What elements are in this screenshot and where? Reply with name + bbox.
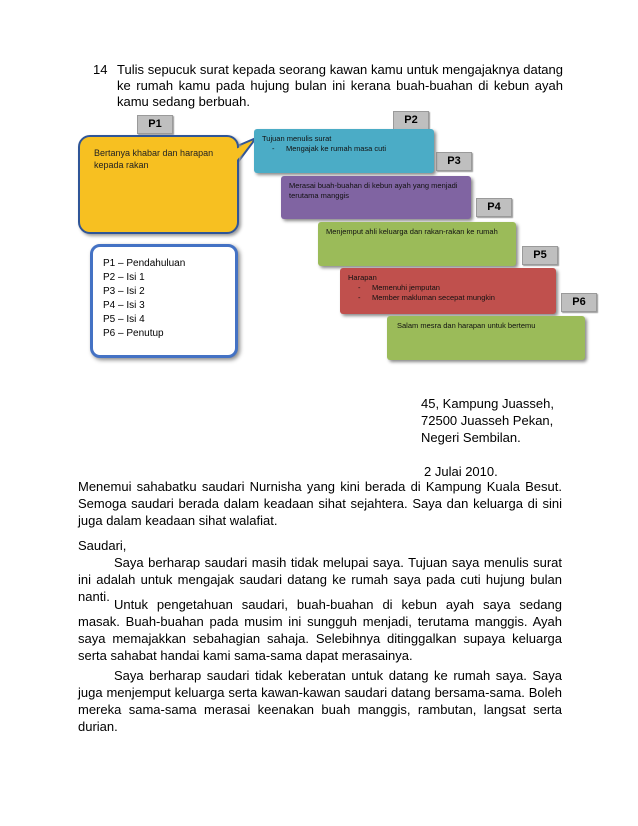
legend-item-p4: P4 – Isi 3 (103, 300, 145, 311)
legend-item-p5: P5 – Isi 4 (103, 314, 145, 325)
step-p5-item-2: Member makluman secepat mungkin (372, 293, 495, 302)
step-p4 (318, 222, 516, 266)
step-p3 (281, 176, 471, 219)
salutation: Saudari, (78, 538, 127, 553)
legend-item-p2: P2 – Isi 1 (103, 272, 145, 283)
step-p2 (254, 129, 434, 173)
callout-text: Bertanya khabar dan harapan kepada rakan (94, 148, 214, 170)
legend-box (90, 244, 238, 358)
step-p5-title: Harapan (348, 273, 377, 282)
tag-p3: P3 (436, 152, 472, 171)
legend-item-p1: P1 – Pendahuluan (103, 258, 186, 269)
step-p4-title: Menjemput ahli keluarga dan rakan-rakan ke rumah (326, 227, 498, 236)
body-paragraph-1: Saya berharap saudari masih tidak melupai saya. Tujuan saya menulis surat ini adalah untuk mengajak saudari datang ke rumah saya pada cuti hujung bulan nanti. (78, 555, 562, 604)
question-number: 14 (93, 62, 108, 77)
step-p2-item-1-bullet: - (272, 144, 275, 153)
address-line-2: 72500 Juasseh Pekan, (421, 413, 554, 428)
step-p5-item-1-bullet: - (358, 283, 361, 292)
tag-p1: P1 (137, 115, 173, 134)
body-paragraph-2: Untuk pengetahuan saudari, buah-buahan di kebun ayah saya sedang masak. Buah-buahan pada musim ini sungguh menjadi, terutama manggis. Ayah saya memajakkan sebahagian sahaja. Selebihnya ditinggalkan supaya keluarga serta sahabat handai kami sama-sama dapat merasainya. (78, 597, 562, 663)
step-p5-item-2-bullet: - (358, 293, 361, 302)
legend-item-p6: P6 – Penutup (103, 328, 164, 339)
step-p5-item-1: Memenuhi jemputan (372, 283, 440, 292)
tag-p6: P6 (561, 293, 597, 312)
sender-address (421, 395, 554, 480)
question-text: Tulis sepucuk surat kepada seorang kawan kamu untuk mengajaknya datang ke rumah kamu pada hujung bulan ini kerana buah-buahan di kebun ayah kamu sedang berbuah. (117, 62, 563, 109)
recipient-paragraph: Menemui sahabatku saudari Nurnisha yang kini berada di Kampung Kuala Besut. Semoga saudari berada dalam keadaan sihat sejahtera. Saya dan keluarga di sini juga dalam keadaan sihat walafiat. (78, 479, 562, 528)
tag-p5: P5 (522, 246, 558, 265)
address-line-3: Negeri Sembilan. (421, 430, 521, 445)
tag-p4: P4 (476, 198, 512, 217)
legend-item-p3: P3 – Isi 2 (103, 286, 145, 297)
tag-p2: P2 (393, 111, 429, 130)
step-p6 (387, 316, 585, 360)
step-p3-title: Merasai buah-buahan di kebun ayah yang menjadi terutama manggis (289, 181, 458, 200)
step-p5 (340, 268, 556, 314)
letter-date: 2 Julai 2010. (424, 464, 498, 479)
address-line-1: 45, Kampung Juasseh, (421, 396, 554, 411)
step-p2-item-1: Mengajak ke rumah masa cuti (286, 144, 387, 153)
step-p6-title: Salam mesra dan harapan untuk bertemu (397, 321, 536, 330)
step-p2-title: Tujuan menulis surat (262, 134, 332, 143)
body-paragraph-3: Saya berharap saudari tidak keberatan untuk datang ke rumah saya. Saya juga menjemput keluarga serta kawan-kawan saudari datang bersama-sama. Boleh mereka sama-sama merasai keenakan buah manggis, rambutan, langsat serta durian. (78, 668, 562, 734)
